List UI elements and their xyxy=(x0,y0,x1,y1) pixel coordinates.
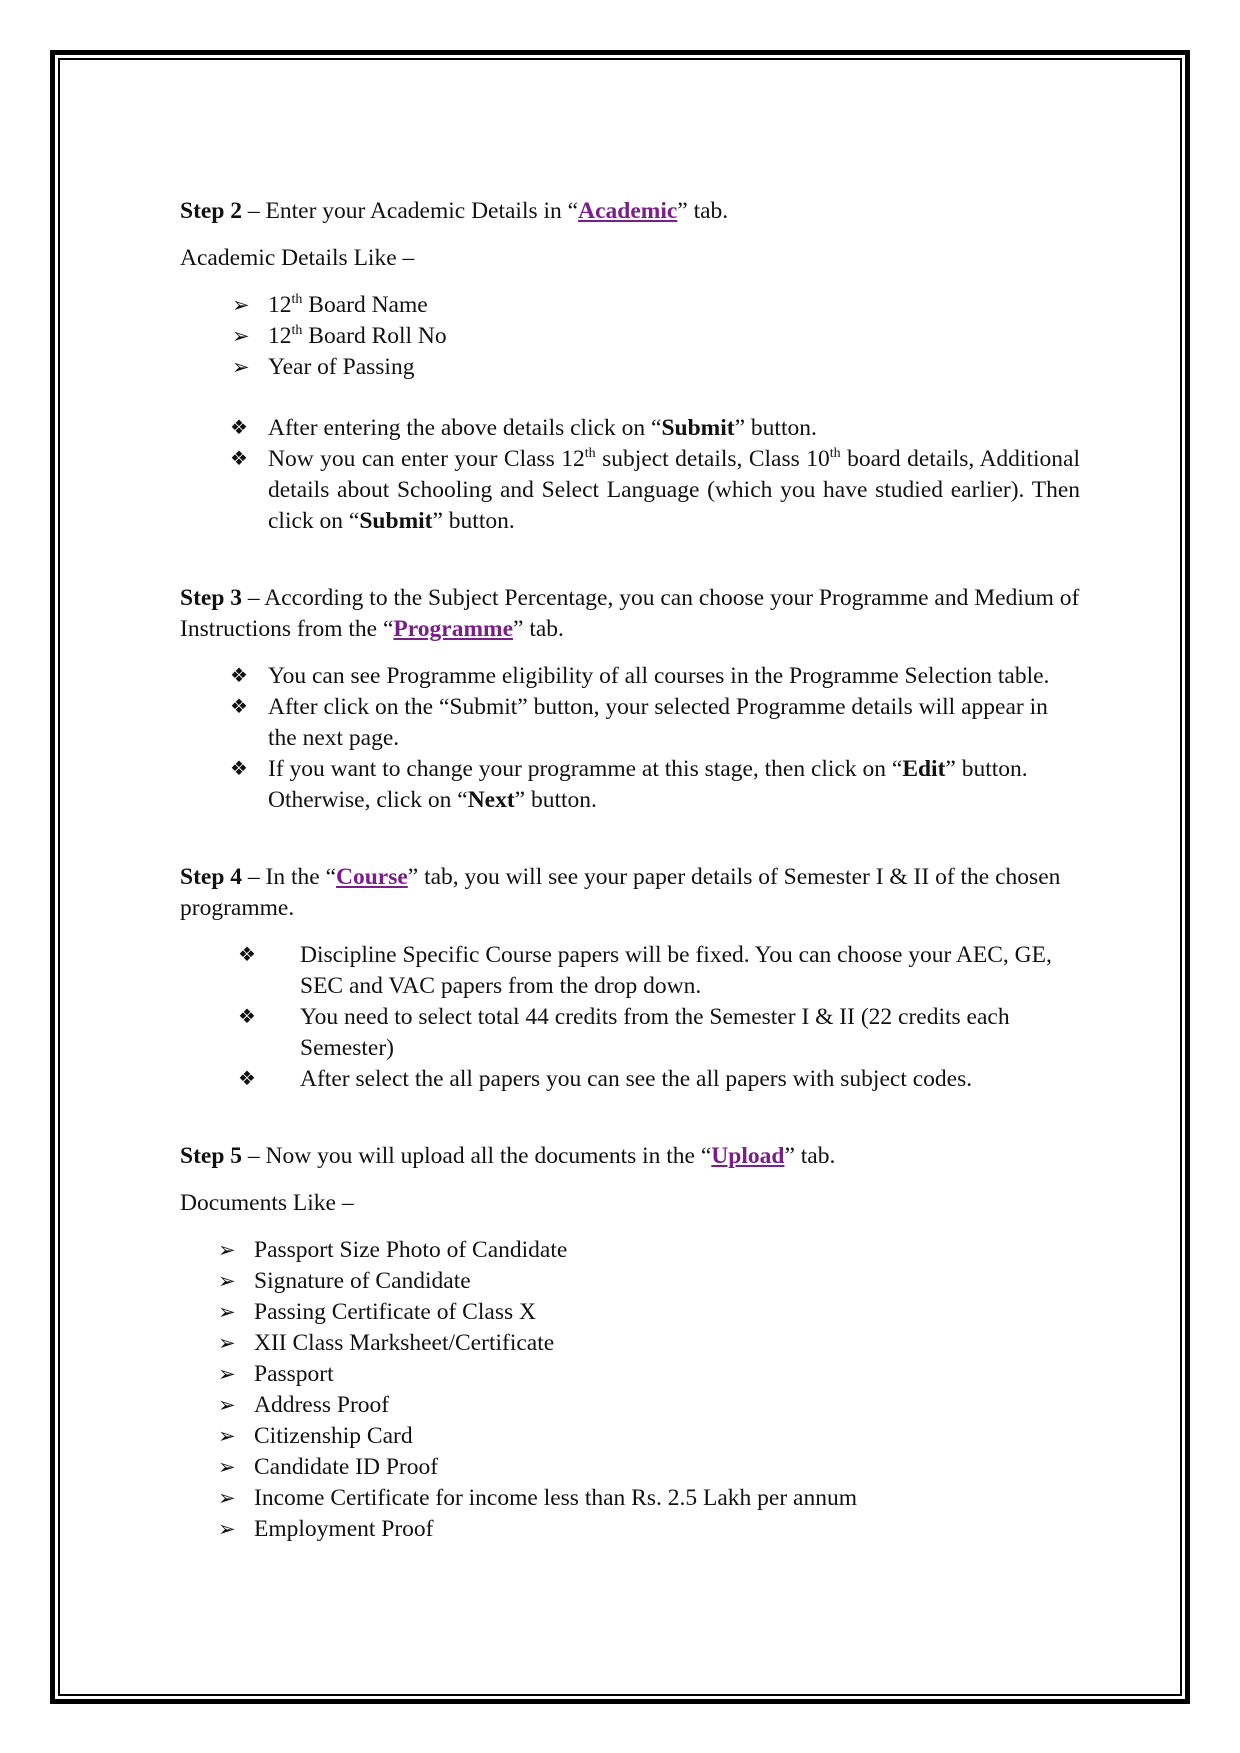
documents-list xyxy=(180,1235,1080,1545)
list-item: ➢ 12th Board Name xyxy=(180,290,1080,321)
step-2-text-end: ” tab. xyxy=(677,198,729,224)
list-item: ❖ If you want to change your programme at this stage, then click on “Edit” button. Otherwise, click on “Next” button. xyxy=(230,756,1028,813)
step-2-notes xyxy=(180,413,1080,537)
arrow-bullet-icon: ➢ xyxy=(218,1455,236,1479)
diamond-bullet-icon: ❖ xyxy=(230,696,248,718)
list-item: ❖ After click on the “Submit” button, your selected Programme details will appear in the next page. xyxy=(230,694,1048,751)
step-2-label: Step 2 xyxy=(180,198,243,224)
list-item: ➢ XII Class Marksheet/Certificate xyxy=(180,1328,1080,1359)
diamond-bullet-icon: ❖ xyxy=(230,448,248,470)
list-item: ➢ Address Proof xyxy=(180,1390,1080,1421)
diamond-bullet-icon: ❖ xyxy=(238,1006,256,1028)
step-4-text-end: ” tab, you will see your paper details of Semester I & II of the chosen programme. xyxy=(180,864,1061,921)
submit-button-ref: Submit xyxy=(661,415,735,441)
list-item: ➢ Candidate ID Proof xyxy=(180,1452,1080,1483)
diamond-bullet-icon: ❖ xyxy=(238,1068,256,1090)
edit-button-ref: Edit xyxy=(902,756,946,782)
programme-tab-link[interactable]: Programme xyxy=(393,616,514,642)
step-3-text: – According to the Subject Percentage, you can choose your Programme and Medium of Instructions from the “ xyxy=(180,585,1080,642)
documents-intro: Documents Like – xyxy=(180,1190,354,1216)
list-item: ➢ Passport xyxy=(180,1359,1080,1390)
arrow-bullet-icon: ➢ xyxy=(218,1269,236,1293)
list-item: ➢ Passing Certificate of Class X xyxy=(180,1297,1080,1328)
list-item: ❖ Now you can enter your Class 12th subject details, Class 10th board details, Additional details about Schooling and Select Language (which you have studied earlier). Then click on “Submit” button. xyxy=(230,446,1080,534)
diamond-bullet-icon: ❖ xyxy=(230,417,248,439)
step-4-notes xyxy=(180,940,1080,1095)
list-item: ➢ Year of Passing xyxy=(180,352,1080,383)
diamond-bullet-icon: ❖ xyxy=(238,944,256,966)
step-5-heading xyxy=(180,1141,1080,1172)
step-3-notes xyxy=(180,661,1080,816)
arrow-bullet-icon: ➢ xyxy=(232,324,250,348)
next-button-ref: Next xyxy=(467,787,515,813)
diamond-bullet-icon: ❖ xyxy=(230,758,248,780)
course-tab-link[interactable]: Course xyxy=(336,864,408,890)
step-5-text-end: ” tab. xyxy=(784,1143,836,1169)
list-item: ❖ You need to select total 44 credits from the Semester I & II (22 credits each Semester) xyxy=(238,1004,1010,1061)
list-item: ➢ Citizenship Card xyxy=(180,1421,1080,1452)
document-body xyxy=(180,196,1080,1545)
step-4-text: – In the “ xyxy=(242,864,336,890)
step-3-text-end: ” tab. xyxy=(513,616,564,642)
list-item: ❖ After entering the above details click on “Submit” button. xyxy=(180,413,1080,444)
arrow-bullet-icon: ➢ xyxy=(218,1517,236,1541)
academic-details-list xyxy=(180,290,1080,383)
step-2-text: – Enter your Academic Details in “ xyxy=(242,198,579,224)
step-4-heading xyxy=(180,862,1080,924)
upload-tab-link[interactable]: Upload xyxy=(711,1143,785,1169)
academic-details-intro: Academic Details Like – xyxy=(180,245,415,271)
step-3-heading xyxy=(180,583,1080,645)
arrow-bullet-icon: ➢ xyxy=(218,1331,236,1355)
arrow-bullet-icon: ➢ xyxy=(232,293,250,317)
step-2-heading xyxy=(180,196,1080,227)
list-item: ➢ Signature of Candidate xyxy=(180,1266,1080,1297)
list-item: ❖ You can see Programme eligibility of all courses in the Programme Selection table. xyxy=(180,661,1080,692)
list-item: ➢ Income Certificate for income less than Rs. 2.5 Lakh per annum xyxy=(180,1483,1080,1514)
list-item: ❖ After select the all papers you can see the all papers with subject codes. xyxy=(180,1064,1080,1095)
diamond-bullet-icon: ❖ xyxy=(230,665,248,687)
arrow-bullet-icon: ➢ xyxy=(218,1424,236,1448)
step-3-label: Step 3 xyxy=(180,585,243,611)
list-item: ➢ Passport Size Photo of Candidate xyxy=(180,1235,1080,1266)
list-item: ➢ 12th Board Roll No xyxy=(180,321,1080,352)
arrow-bullet-icon: ➢ xyxy=(218,1393,236,1417)
step-5-text: – Now you will upload all the documents in the “ xyxy=(242,1143,712,1169)
academic-tab-link[interactable]: Academic xyxy=(578,198,678,224)
arrow-bullet-icon: ➢ xyxy=(218,1238,236,1262)
list-item: ➢ Employment Proof xyxy=(180,1514,1080,1545)
submit-button-ref: Submit xyxy=(359,508,433,534)
step-5-label: Step 5 xyxy=(180,1143,243,1169)
arrow-bullet-icon: ➢ xyxy=(232,355,250,379)
arrow-bullet-icon: ➢ xyxy=(218,1300,236,1324)
step-4-label: Step 4 xyxy=(180,864,243,890)
arrow-bullet-icon: ➢ xyxy=(218,1362,236,1386)
list-item: ❖ Discipline Specific Course papers will be fixed. You can choose your AEC, GE, SEC and VAC papers from the drop down. xyxy=(238,942,1052,999)
arrow-bullet-icon: ➢ xyxy=(218,1486,236,1510)
